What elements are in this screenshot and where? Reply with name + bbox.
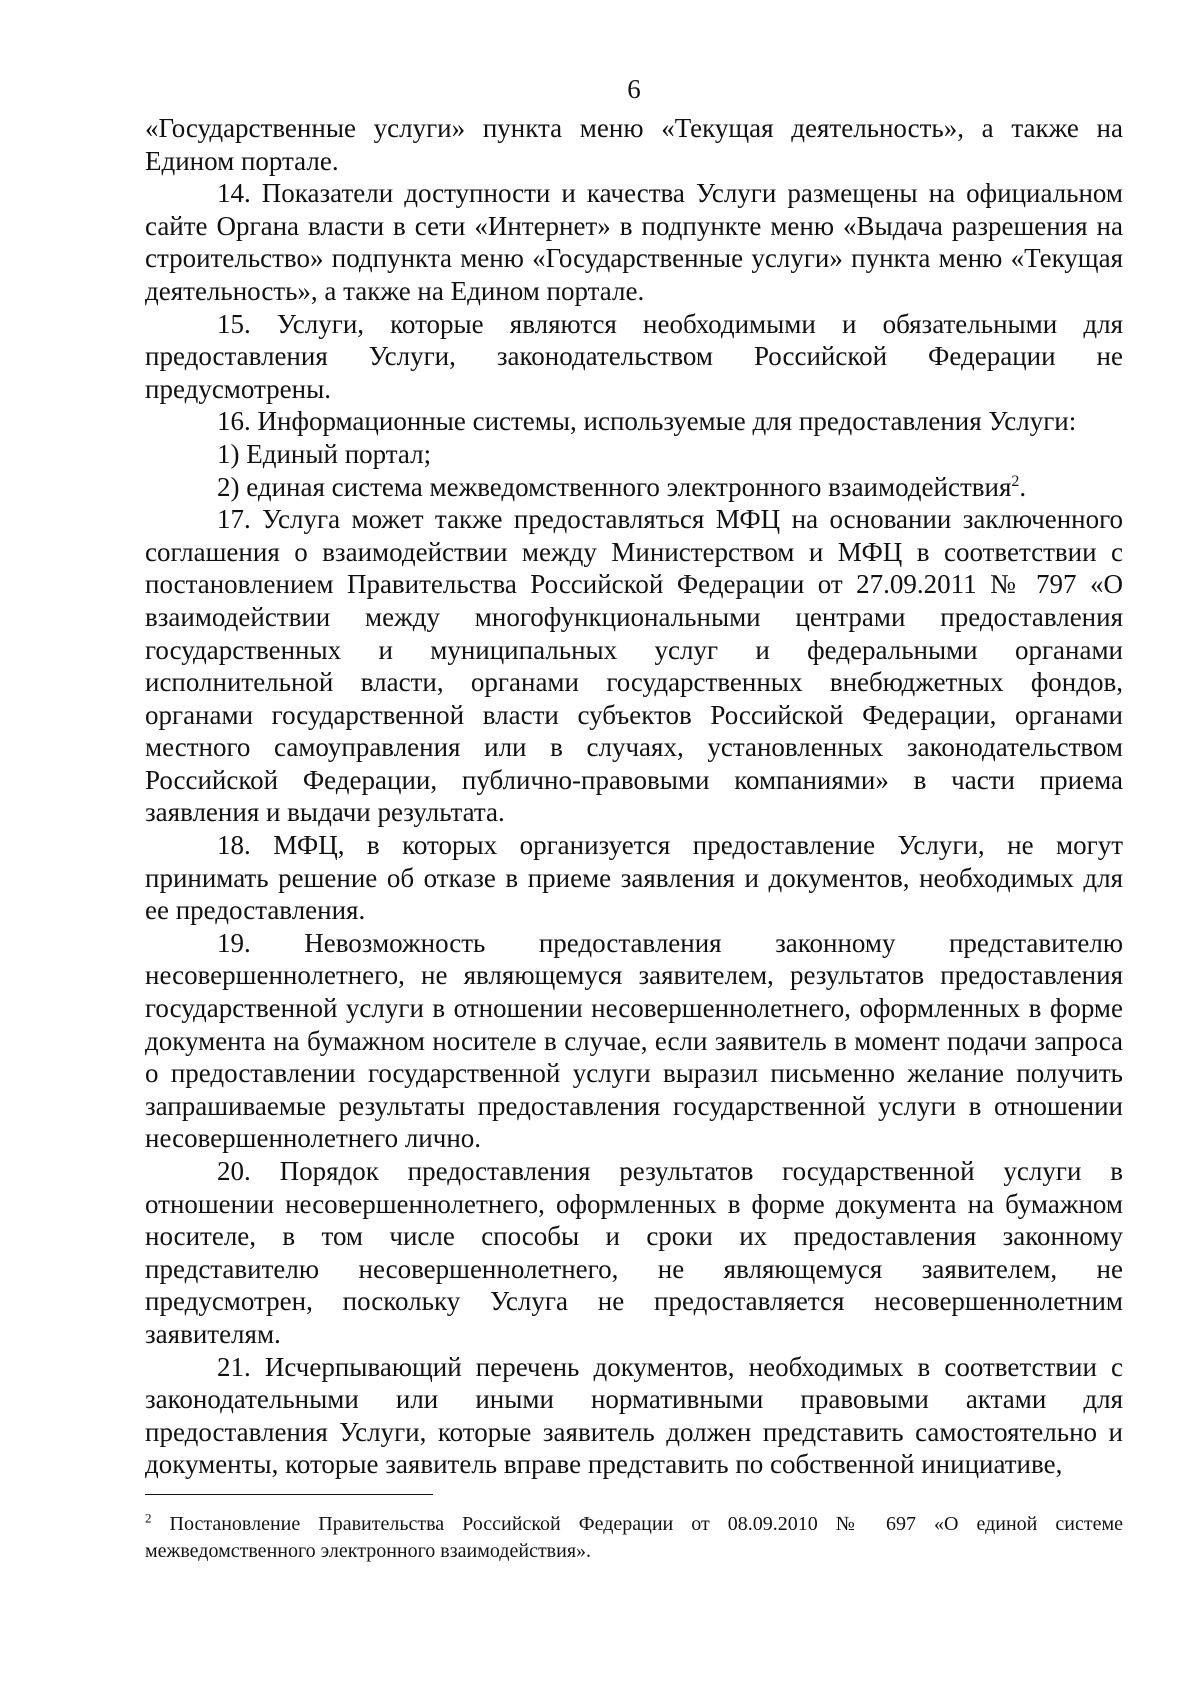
- paragraph-21: 21. Исчерпывающий перечень документов, необходимых в соответствии с законодательными или иными нормативными правовыми актами для предоставления Услуги, которые заявитель должен представить самостоятельно и документы, которые заявитель вправе представить по собственной инициативе,: [145, 1351, 1123, 1480]
- footnote-mark: 2: [145, 1510, 152, 1526]
- list-item-2-text: 2) единая система межведомственного электронного взаимодействия: [217, 471, 1012, 502]
- footnote-reference[interactable]: 2: [1011, 472, 1020, 490]
- paragraph-18: 18. МФЦ, в которых организуется предоставление Услуги, не могут принимать решение об отказе в приеме заявления и документов, необходимых для ее предоставления.: [145, 830, 1123, 926]
- paragraph-17: 17. Услуга может также предоставляться МФЦ на основании заключенного соглашения о взаимодействии между Министерством и МФЦ в соответствии с постановлением Правительства Российской Федерации от 27.09.2011 № 797 «О взаимодействии между многофункциональными центрами предоставления государственных и муниципальных услуг и федеральными органами исполнительной власти, органами государственных внебюджетных фондов, органами государственной власти субъектов Российской Федерации, органами местного самоуправления или в случаях, установленных законодательством Российской Федерации, публично-правовыми компаниями» в части приема заявления и выдачи результата.: [145, 504, 1123, 828]
- paragraph-20: 20. Порядок предоставления результатов государственной услуги в отношении несовершеннолетнего, оформленных в форме документа на бумажном носителе, в том числе способы и сроки их предоставления законному представителю несовершеннолетнего, не являющемуся заявителем, не предусмотрен, поскольку Услуга не предоставляется несовершеннолетним заявителям.: [145, 1156, 1123, 1349]
- document-page: [145, 0, 1123, 1697]
- paragraph-19: 19. Невозможность предоставления законному представителю несовершеннолетнего, не являющемуся заявителем, результатов предоставления государственной услуги в отношении несовершеннолетнего, оформленных в форме документа на бумажном носителе в случае, если заявитель в момент подачи запроса о предоставлении государственной услуги выразил письменно желание получить запрашиваемые результаты предоставления государственной услуги в отношении несовершеннолетнего лично.: [145, 927, 1123, 1154]
- footnote-text: Постановление Правительства Российской Федерации от 08.09.2010 № 697 «О единой системе межведомственного электронного взаимодействия».: [145, 1513, 1124, 1562]
- footnote-divider: [145, 1494, 433, 1495]
- paragraph-15: 15. Услуги, которые являются необходимыми и обязательными для предоставления Услуги, законодательством Российской Федерации не предусмотрены.: [145, 308, 1123, 404]
- footnote: [145, 1511, 1123, 1565]
- list-item-2: [145, 471, 1123, 504]
- paragraph-continuation: «Государственные услуги» пункта меню «Текущая деятельность», а также на Едином портале.: [145, 113, 1123, 176]
- body-text: [145, 112, 1123, 1481]
- page-number: 6: [627, 74, 641, 104]
- paragraph-14: 14. Показатели доступности и качества Услуги размещены на официальном сайте Органа власти в сети «Интернет» в подпункте меню «Выдача разрешения на строительство» подпункта меню «Государственные услуги» пункта меню «Текущая деятельность», а также на Едином портале.: [145, 178, 1123, 306]
- list-item-2-suffix: .: [1019, 471, 1027, 502]
- list-item-1: 1) Единый портал;: [217, 438, 432, 469]
- paragraph-16: 16. Информационные системы, используемые для предоставления Услуги:: [217, 406, 1077, 437]
